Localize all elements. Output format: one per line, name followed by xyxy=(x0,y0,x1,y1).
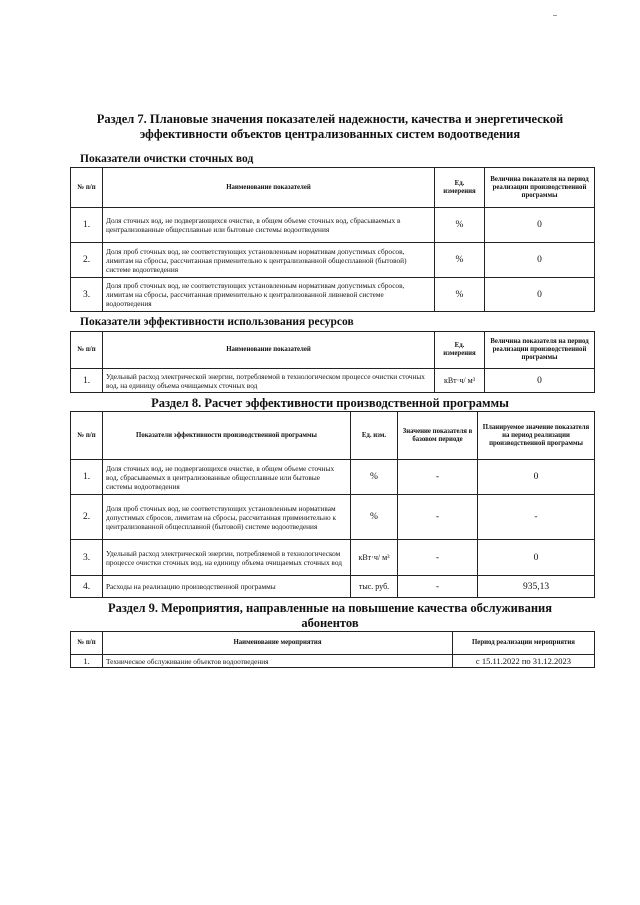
row-base: - xyxy=(398,540,478,576)
col-header-name: Показатели эффективности производственной программы xyxy=(103,412,351,460)
row-name: Доля сточных вод, не подвергающихся очистке, в общем объеме сточных вод, сбрасываемых в централизованные общесплавные или бытовые системы водоотведения xyxy=(103,208,435,243)
measures-table xyxy=(70,631,595,668)
table-row xyxy=(71,576,595,598)
col-header-name: Наименование показателей xyxy=(103,332,435,369)
resources-subtitle: Показатели эффективности использования ресурсов xyxy=(80,316,354,328)
row-base: - xyxy=(398,460,478,495)
col-header-name: Наименование показателей xyxy=(103,168,435,208)
col-header-unit: Ед. измерения xyxy=(435,332,485,369)
col-header-number: № п/п xyxy=(71,412,103,460)
row-unit: % xyxy=(351,460,398,495)
row-name: Доля сточных вод, не подвергающихся очистке, в общем объеме сточных вод, сбрасываемых в централизованные общесплавные или бытовые системы водоотведения xyxy=(103,460,351,495)
table-header-row xyxy=(71,412,595,460)
row-unit: % xyxy=(435,208,485,243)
row-base: - xyxy=(398,495,478,540)
section7-title xyxy=(60,112,600,142)
col-header-value: Величина показателя на период реализации производственной программы xyxy=(485,168,595,208)
table-row xyxy=(71,655,595,668)
row-plan: - xyxy=(478,495,595,540)
section7-title-line1: Раздел 7. Плановые значения показателей надежности, качества и энергетической xyxy=(96,112,564,126)
section9-title xyxy=(60,601,600,631)
row-unit: кВт·ч/ м³ xyxy=(351,540,398,576)
scan-mark xyxy=(553,15,557,16)
section9-title-line2: абонентов xyxy=(301,616,359,630)
table-row xyxy=(71,243,595,278)
table-row xyxy=(71,495,595,540)
row-plan: 935,13 xyxy=(478,576,595,598)
col-header-base: Значение показателя в базовом периоде xyxy=(398,412,478,460)
row-unit: % xyxy=(435,243,485,278)
col-header-number: № п/п xyxy=(71,168,103,208)
row-unit: % xyxy=(351,495,398,540)
treatment-table xyxy=(70,167,595,312)
col-header-period: Период реализации мероприятия xyxy=(453,632,595,655)
row-value: 0 xyxy=(485,278,595,312)
col-header-plan: Планируемое значение показателя на период реализации производственной программы xyxy=(478,412,595,460)
row-name: Расходы на реализацию производственной программы xyxy=(103,576,351,598)
row-number: 2. xyxy=(71,243,103,278)
row-plan: 0 xyxy=(478,460,595,495)
table-row xyxy=(71,208,595,243)
row-period: с 15.11.2022 по 31.12.2023 xyxy=(453,655,595,668)
row-name: Удельный расход электрической энергии, потребляемой в технологическом процессе очистки сточных вод, на единицу объема очищаемых сточных вод xyxy=(103,369,435,393)
section8-title: Раздел 8. Расчет эффективности производственной программы xyxy=(151,396,509,410)
table-header-row xyxy=(71,168,595,208)
row-number: 1. xyxy=(71,369,103,393)
table-row xyxy=(71,278,595,312)
row-number: 2. xyxy=(71,495,103,540)
row-unit: % xyxy=(435,278,485,312)
row-unit: тыс. руб. xyxy=(351,576,398,598)
row-name: Удельный расход электрической энергии, потребляемой в технологическом процессе очистки сточных вод, на единицу объема очищаемых сточных вод xyxy=(103,540,351,576)
row-number: 1. xyxy=(71,208,103,243)
row-unit: кВт·ч/ м³ xyxy=(435,369,485,393)
col-header-measure: Наименование мероприятия xyxy=(103,632,453,655)
col-header-unit: Ед. изм. xyxy=(351,412,398,460)
row-base: - xyxy=(398,576,478,598)
row-name: Техническое обслуживание объектов водоотведения xyxy=(103,655,453,668)
col-header-number: № п/п xyxy=(71,632,103,655)
table-row xyxy=(71,369,595,393)
section9-title-line1: Раздел 9. Мероприятия, направленные на повышение качества обслуживания xyxy=(107,601,553,615)
row-number: 1. xyxy=(71,460,103,495)
efficiency-table xyxy=(70,411,595,598)
row-plan: 0 xyxy=(478,540,595,576)
table-header-row xyxy=(71,632,595,655)
row-name: Доля проб сточных вод, не соответствующих установленным нормативам допустимых сбросов, лимитам на сбросы, рассчитанная применительно к централизованной ливневой системе водоотведения xyxy=(103,278,435,312)
row-number: 3. xyxy=(71,278,103,312)
row-number: 3. xyxy=(71,540,103,576)
section7-title-line2: эффективности объектов централизованных систем водоотведения xyxy=(139,127,521,141)
table-row xyxy=(71,460,595,495)
row-name: Доля проб сточных вод, не соответствующих установленным нормативам допустимых сбросов, лимитам на сбросы, рассчитанная применительно к централизованной общесплавной (бытовой) системе водоотведения xyxy=(103,243,435,278)
resources-table xyxy=(70,331,595,393)
row-number: 4. xyxy=(71,576,103,598)
treatment-subtitle: Показатели очистки сточных вод xyxy=(80,153,254,165)
row-value: 0 xyxy=(485,243,595,278)
col-header-value: Величина показателя на период реализации производственной программы xyxy=(485,332,595,369)
row-name: Доля проб сточных вод, не соответствующих установленным нормативам допустимых сбросов, лимитам на сбросы, рассчитанная применительно к централизованной общесплавной (бытовой) системе водоотведения xyxy=(103,495,351,540)
row-value: 0 xyxy=(485,208,595,243)
table-header-row xyxy=(71,332,595,369)
row-number: 1. xyxy=(71,655,103,668)
col-header-number: № п/п xyxy=(71,332,103,369)
row-value: 0 xyxy=(485,369,595,393)
col-header-unit: Ед. измерения xyxy=(435,168,485,208)
table-row xyxy=(71,540,595,576)
